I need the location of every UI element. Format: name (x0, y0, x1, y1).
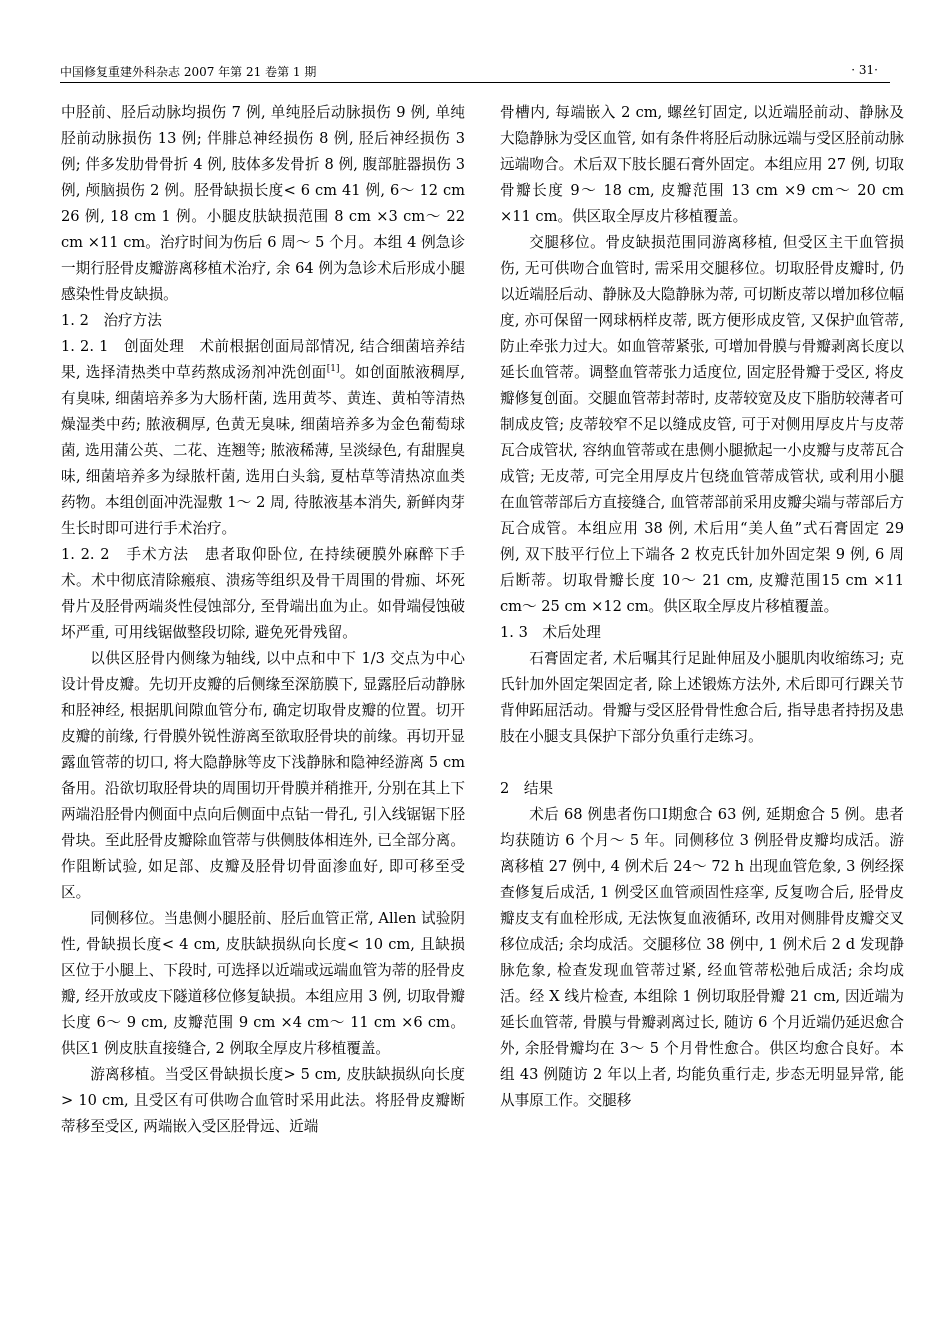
heading-postoperative: 1. 3 术后处理 (500, 624, 601, 641)
paragraph-wound-treatment (61, 334, 465, 542)
paragraph-postoperative: 石膏固定者, 术后嘱其行足趾伸屈及小腿肌肉收缩练习; 克氏针加外固定架固定者, 除上述锻炼方法外, 术后即可行踝关节背伸跖屈活动。骨瓣与受区胫骨骨性愈合后, 指导患者持拐及患肢在小腿支具保护下部分负重行走练习。 (500, 650, 904, 745)
paragraph-case-data: 中胫前、胫后动脉均损伤 7 例, 单纯胫后动脉损伤 9 例, 单纯胫前动脉损伤 13 例; 伴腓总神经损伤 8 例, 胫后神经损伤 3 例; 伴多发肋骨骨折 4 例, 肢体多发骨折 8 例, 腹部脏器损伤 3 例, 颅脑损伤 2 例。胫骨缺损长度< 6 cm 41 例, 6～ 12 cm 26 例, 18 cm 1 例。小腿皮肤缺损范围 8 cm ×3 cm～ 22 cm ×11 cm。治疗时间为伤后 6 周～ 5 个月。本组 4 例急诊一期行胫骨皮瓣游离移植术治疗, 余 64 例为急诊术后形成小腿感染性骨皮缺损。 (61, 104, 465, 303)
wound-treatment-text: 1. 2. 1 创面处理 术前根据创面局部情况, 结合细菌培养结果, 选择清热类中草药熬成汤剂冲洗创面 (61, 338, 465, 381)
paragraph-free-transfer: 游离移植。当受区骨缺损长度> 5 cm, 皮肤缺损纵向长度> 10 cm, 且受区有可供吻合血管时采用此法。将胫骨皮瓣断蒂移至受区, 两端嵌入受区胫骨远、近端 (61, 1066, 465, 1135)
right-column (500, 100, 904, 1114)
journal-title: 中国修复重建外科杂志 2007 年第 21 卷第 1 期 (60, 65, 317, 79)
header-rule (60, 82, 890, 83)
running-header (60, 60, 890, 82)
heading-treatment-methods: 1. 2 治疗方法 (61, 312, 162, 329)
paragraph-surgical-method: 1. 2. 2 手术方法 患者取仰卧位, 在持续硬膜外麻醉下手术。术中彻底清除瘢痕、溃疡等组织及骨干周围的骨痂、坏死骨片及胫骨两端炎性侵蚀部分, 至骨端出血为止。如骨端侵蚀破坏严重, 可用线锯做整段切除, 避免死骨残留。 (61, 546, 465, 641)
page-number: · 31· (851, 63, 878, 77)
left-column (61, 100, 465, 1140)
paragraph-flap-design: 以供区胫骨内侧缘为轴线, 以中点和中下 1/3 交点为中心设计骨皮瓣。先切开皮瓣的后侧缘至深筋膜下, 显露胫后动静脉和胫神经, 根据肌间隙血管分布, 确定切取骨皮瓣的位置。切开皮瓣的前缘, 行骨膜外锐性游离至欲取胫骨块的前缘。再切开显露血管蒂的切口, 将大隐静脉等皮下浅静脉和隐神经游离 5 cm 备用。沿欲切取胫骨块的周围切开骨膜并稍推开, 分别在其上下两端沿胫骨内侧面中点向后侧面中点钻一骨孔, 引入线锯锯下胫骨块。至此胫骨皮瓣除血管蒂与供侧肢体相连外, 已全部分离。作阻断试验, 如足部、皮瓣及胫骨切骨面渗血好, 即可移至受区。 (61, 650, 465, 901)
heading-results: 2 结果 (500, 780, 554, 797)
paragraph-cross-leg: 交腿移位。骨皮缺损范围同游离移植, 但受区主干血管损伤, 无可供吻合血管时, 需采用交腿移位。切取胫骨皮瓣时, 仍以近端胫后动、静脉及大隐静脉为蒂, 可切断皮蒂以增加移位幅度, 亦可保留一网球柄样皮蒂, 既方便形成皮管, 又保护血管蒂, 防止牵张力过大。如血管蒂紧张, 可增加骨膜与骨瓣剥离长度以延长血管蒂。调整血管蒂张力适度位, 固定胫骨瓣于受区, 将皮瓣修复创面。交腿血管蒂封蒂时, 皮蒂较宽及皮下脂肪较薄者可制成皮管; 皮蒂较窄不足以缝成皮管, 可于对侧用厚皮片与皮蒂瓦合成管状, 容纳血管蒂或在患侧小腿掀起一小皮瓣与皮蒂瓦合成管; 无皮蒂, 可完全用厚皮片包绕血管蒂成管状, 或利用小腿在血管蒂部后方直接缝合, 血管蒂部前采用皮瓣尖端与蒂部后方瓦合成管。本组应用 38 例, 术后用“美人鱼”式石膏固定 29 例, 双下肢平行位上下端各 2 枚克氏针加外固定架 9 例, 6 周后断蒂。切取骨瓣长度 10～ 21 cm, 皮瓣范围15 cm ×11 cm～ 25 cm ×12 cm。供区取全厚皮片移植覆盖。 (500, 234, 904, 615)
citation-1: [1] (326, 364, 340, 375)
paragraph-results: 术后 68 例患者伤口Ⅰ期愈合 63 例, 延期愈合 5 例。患者均获随访 6 个月～ 5 年。同侧移位 3 例胫骨皮瓣均成活。游离移植 27 例中, 4 例术后 24～ 72 h 出现血管危象, 3 例经探查修复后成活, 1 例受区血管顽固性痉挛, 反复吻合后, 胫骨皮瓣皮支有血栓形成, 无法恢复血液循环, 改用对侧腓骨皮瓣交叉移位成活; 余均成活。交腿移位 38 例中, 1 例术后 2 d 发现静脉危象, 检查发现血管蒂过紧, 经血管蒂松弛后成活; 余均成活。经 X 线片检查, 本组除 1 例切取胫骨瓣 21 cm, 因近端为延长血管蒂, 骨膜与骨瓣剥离过长, 随访 6 个月近端仍延迟愈合外, 余胫骨瓣均在 3～ 5 个月骨性愈合。供区均愈合良好。本组 43 例随访 2 年以上者, 均能负重行走, 步态无明显异常, 能从事原工作。交腿移 (500, 806, 904, 1109)
section-gap (500, 750, 904, 776)
wound-treatment-tail: 。如创面脓液稠厚, 有臭味, 细菌培养多为大肠杆菌, 选用黄芩、黄连、黄柏等清热燥湿类中药; 脓液稠厚, 色黄无臭味, 细菌培养多为金色葡萄球菌, 选用蒲公英、二花、连翘等; 脓液稀薄, 呈淡绿色, 有甜腥臭味, 细菌培养多为绿脓杆菌, 选用白头翁, 夏枯草等清热凉血类药物。本组创面冲洗湿敷 1～ 2 周, 待脓液基本消失, 新鲜肉芽生长时即可进行手术治疗。 (61, 364, 466, 537)
paragraph-ipsilateral-transfer: 同侧移位。当患侧小腿胫前、胫后血管正常, Allen 试验阴性, 骨缺损长度< 4 cm, 皮肤缺损纵向长度< 10 cm, 且缺损区位于小腿上、下段时, 可选择以近端或远端血管为蒂的胫骨皮瓣, 经开放或皮下隧道移位修复缺损。本组应用 3 例, 切取骨瓣长度 6～ 9 cm, 皮瓣范围 9 cm ×4 cm～ 11 cm ×6 cm。供区1 例皮肤直接缝合, 2 例取全厚皮片移植覆盖。 (61, 910, 465, 1057)
paragraph-free-transfer-cont: 骨槽内, 每端嵌入 2 cm, 螺丝钉固定, 以近端胫前动、静脉及大隐静脉为受区血管, 如有条件将胫后动脉远端与受区胫前动脉远端吻合。术后双下肢长腿石膏外固定。本组应用 27 例, 切取骨瓣长度 9～ 18 cm, 皮瓣范围 13 cm ×9 cm～ 20 cm ×11 cm。供区取全厚皮片移植覆盖。 (500, 104, 904, 225)
